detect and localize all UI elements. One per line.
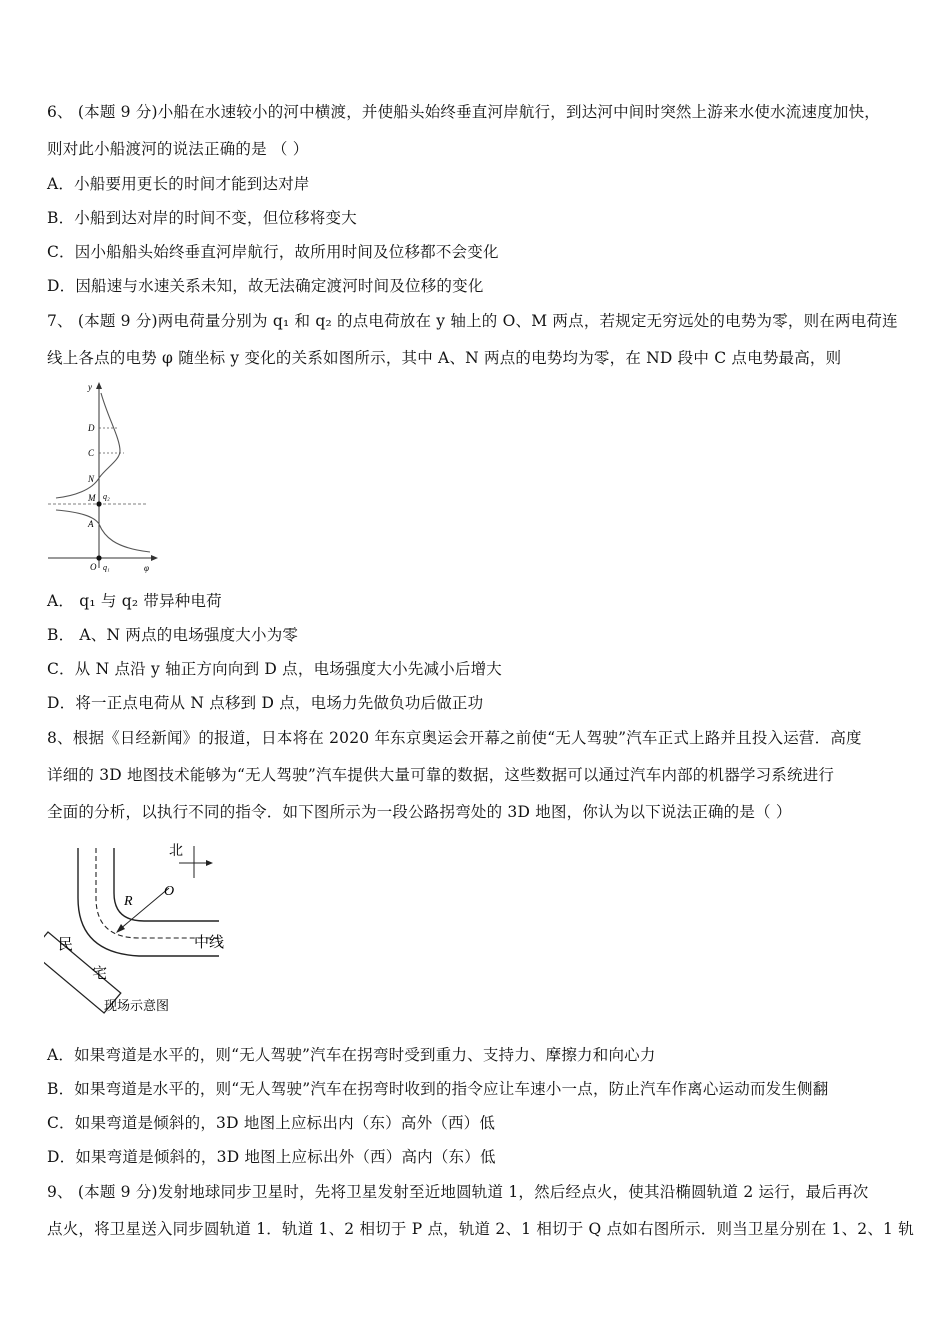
q6-option-a: A．小船要用更长的时间才能到达对岸 <box>47 175 310 193</box>
q2-charge-dot <box>96 501 101 506</box>
q6-stem-line1: 6、 (本题 9 分)小船在水速较小的河中横渡，并使船头始终垂直河岸航行，到达河中间时突然上游来水使水流速度加快， <box>47 103 881 121</box>
q8-option-b: B．如果弯道是水平的，则“无人驾驶”汽车在拐弯时收到的指令应让车速小一点，防止汽车作离心运动而发生侧翻 <box>47 1080 829 1098</box>
y-axis-arrow <box>96 382 102 389</box>
origin-o-label: O <box>90 562 97 572</box>
q7-option-c: C．从 N 点沿 y 轴正方向向到 D 点，电场强度大小先减小后增大 <box>47 660 502 678</box>
point-m-label: M <box>88 493 96 503</box>
house-label-zhai: 宅 <box>92 964 108 982</box>
q8-stem-line1: 8、根据《日经新闻》的报道，日本将在 2020 年东京奥运会开幕之前使“无人驾驶”汽车正式上路并且投入运营．高度 <box>47 729 862 747</box>
compass-east-arrow <box>206 860 213 866</box>
q2-label: q₂ <box>103 492 110 501</box>
point-n-label: N <box>88 474 95 484</box>
q6-stem-line2: 则对此小船渡河的说法正确的是 （ ） <box>47 140 309 158</box>
road-curve-figure <box>44 838 244 1018</box>
phi-axis-arrow <box>151 555 158 561</box>
q7-stem-line2: 线上各点的电势 φ 随坐标 y 变化的关系如图所示，其中 A、N 两点的电势均为零，在 ND 段中 C 点电势最高，则 <box>47 349 842 367</box>
y-axis-label: y <box>88 382 92 392</box>
q9-stem-line2: 点火，将卫星送入同步圆轨道 1．轨道 1、2 相切于 P 点，轨道 2、1 相切于 Q 点如右图所示．则当卫星分别在 1、2、1 轨 <box>47 1220 914 1238</box>
radius-r-label: R <box>124 894 133 909</box>
center-o-label: O <box>164 884 175 899</box>
q8-stem-line2: 详细的 3D 地图技术能够为“无人驾驶”汽车提供大量可靠的数据，这些数据可以通过汽车内部的机器学习系统进行 <box>47 766 835 784</box>
q8-option-d: D．如果弯道是倾斜的，3D 地图上应标出外（西）高内（东）低 <box>47 1148 496 1166</box>
q7-stem-line1: 7、 (本题 9 分)两电荷量分别为 q₁ 和 q₂ 的点电荷放在 y 轴上的 O、M 两点，若规定无穷远处的电势为零，则在两电荷连 <box>47 312 898 330</box>
point-a-label: A <box>88 519 94 529</box>
lower-potential-curve <box>56 510 150 552</box>
house-label-min: 民 <box>58 935 74 953</box>
figure-caption: 现场示意图 <box>104 999 170 1014</box>
phi-axis-label: φ <box>144 563 149 573</box>
north-label: 北 <box>169 843 183 859</box>
q7-option-d: D．将一正点电荷从 N 点移到 D 点，电场力先做负功后做正功 <box>47 694 484 712</box>
q6-option-b: B．小船到达对岸的时间不变，但位移将变大 <box>47 209 357 227</box>
q6-option-c: C．因小船船头始终垂直河岸航行，故所用时间及位移都不会变化 <box>47 243 499 261</box>
q9-stem-line1: 9、 (本题 9 分)发射地球同步卫星时，先将卫星发射至近地圆轨道 1，然后经点火，使其沿椭圆轨道 2 运行，最后再次 <box>47 1183 869 1201</box>
point-c-label: C <box>88 448 95 458</box>
radius-arrowhead <box>116 924 125 933</box>
q8-option-a: A．如果弯道是水平的，则“无人驾驶”汽车在拐弯时受到重力、支持力、摩擦力和向心力 <box>47 1046 656 1064</box>
q8-option-c: C．如果弯道是倾斜的，3D 地图上应标出内（东）高外（西）低 <box>47 1114 496 1132</box>
q7-option-b: B． A、N 两点的电场强度大小为零 <box>47 626 299 644</box>
q1-label: q₁ <box>103 563 110 572</box>
point-d-label: D <box>88 423 95 433</box>
q1-charge-dot <box>96 555 101 560</box>
center-line-label: 中线 <box>194 933 225 951</box>
q8-stem-line3: 全面的分析，以执行不同的指令．如下图所示为一段公路拐弯处的 3D 地图，你认为以下说法正确的是（ ） <box>47 803 792 821</box>
potential-graph-figure <box>44 378 162 578</box>
q7-option-a: A． q₁ 与 q₂ 带异种电荷 <box>47 592 222 610</box>
q6-option-d: D．因船速与水速关系未知，故无法确定渡河时间及位移的变化 <box>47 277 484 295</box>
